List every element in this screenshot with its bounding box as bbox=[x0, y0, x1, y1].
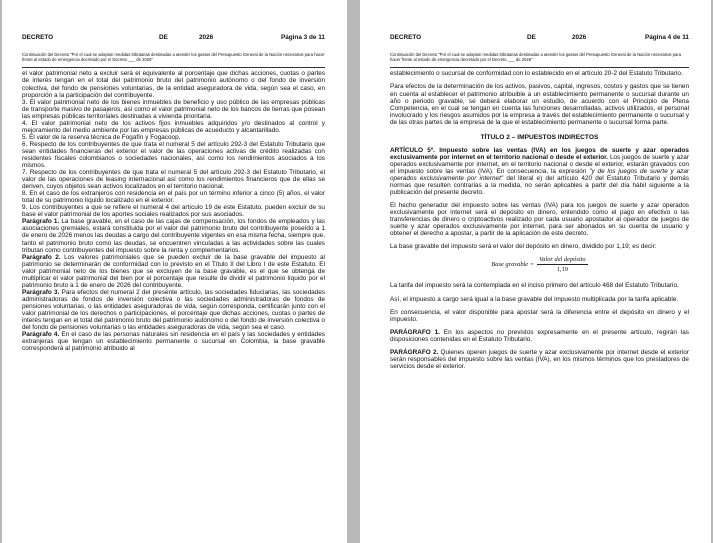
continuation-note: Continuación del Decreto "Por el cual se adoptan medidas tributarias destinadas a atender los gastos del Presupuesto General de la Nación necesarios para hacer frente al estado de emergencia decretado por el Decreto ___ de 2026" bbox=[22, 52, 325, 63]
formula-lhs: Base gravable = bbox=[491, 261, 535, 269]
paragraph: 8. En el caso de los extranjeros con residencia en el país por un término inferior a cinco (5) años, el valor total de su patrimonio líquido localizado en el exterior. bbox=[22, 190, 325, 205]
paragrafo-label: Parágrafo 1. bbox=[22, 218, 60, 226]
paragraph: 7. Respecto de los contribuyentes de que trata el numeral 5 del artículo 292-3 del Estatuto Tributario, el valor de las operaciones de leasing internacional así como los rendimientos financieros que de ellas se deriven, cuyos objetos sean activos localizados en el territorio nacional. bbox=[22, 169, 325, 191]
paragrafo-label: Parágrafo 2. bbox=[22, 253, 61, 261]
formula-fraction bbox=[537, 256, 588, 273]
paragrafo-4: Parágrafo 4. En el caso de las personas naturales sin residencia en el país y las sociedades y entidades extranjeras que tengan un establecimiento permanente o sucursal en Colombia, la base gravable corresponderá al patrimonio atribuido al bbox=[22, 331, 325, 353]
paragraph: 3. El valor patrimonial neto de los bienes inmuebles de beneficio y uso público de las empresas públicas de transporte masivo de pasajeros, así como el valor patrimonial neto de los bancos de tierras que posean las empresas públicas territoriales destinadas a vivienda prioritaria. bbox=[22, 98, 325, 120]
body-text bbox=[390, 70, 689, 370]
section-title: TÍTULO 2 – IMPUESTOS INDIRECTOS bbox=[480, 133, 599, 141]
paragrafo-1: PARÁGRAFO 1. En los aspectos no previstos expresamente en el presente artículo, regirán las disposiciones contenidas en el Estatuto Tributario. bbox=[390, 328, 689, 343]
paragraph: establecimiento o sucursal de conformidad con lo establecido en el artículo 20-2 del Estatuto Tributario. bbox=[390, 70, 683, 78]
formula-denominator: 1,19 bbox=[556, 266, 568, 274]
paragrafo-3: Parágrafo 3. Para efectos del numeral 2 del presente artículo, las sociedades fiduciarias, las sociedades administradoras de fondos de inversión colectiva o las sociedades administradoras de fondos de pensiones voluntarias, o las entidades aseguradoras de vida, según corresponda, certificarán junto con el valor patrimonial de los derechos o participaciones, el porcentaje que dichas acciones, cuotas o partes de interés tengan en el total del patrimonio bruto del patrimonio autónomo o del fondo de inversión colectiva o del fondo de pensiones voluntarias o las entidades aseguradoras de vida, según sea el caso. bbox=[22, 288, 325, 332]
article-label: ARTÍCULO 5º. Impuesto sobre las ventas (IVA) en los juegos de suerte y azar operados exclusivamente por internet en el territorio nacional o desde el exterior. bbox=[390, 146, 689, 161]
paragrafo-label: Parágrafo 3. bbox=[22, 288, 60, 296]
body-text bbox=[22, 70, 325, 352]
paragraph: En consecuencia, el valor disponible para apostar será la diferencia entre el depósito en dinero y el impuesto. bbox=[390, 308, 689, 323]
header-divider bbox=[22, 67, 325, 68]
paragraph: Para efectos de la determinación de los activos, pasivos, capital, ingresos, costos y gastos que se tienen en cuenta al establecer el patrimonio atribuible a un establecimiento permanente o sucursal durante un año o periodo gravable, se deberá elaborar un estudio, de acuerdo con el Principio de Plena Competencia, en el cual se tengan en cuenta las funciones desarrolladas, activos utilizados, el personal involucrado y los riesgos asumidos por la empresa a través del establecimiento permanente o sucursal y de las otras partes de la empresa de la que el establecimiento permanente o sucursal forma parte. bbox=[390, 83, 689, 126]
header-year: 2026 bbox=[199, 34, 214, 41]
paragraph: La tarifa del impuesto será la contemplada en el inciso primero del artículo 468 del Estatuto Tributario. bbox=[390, 282, 679, 290]
paragraph: Así, el impuesto a cargo será igual a la base gravable del impuesto multiplicada por la tarifa aplicable. bbox=[390, 295, 679, 303]
formula-numerator: Valor del depósito bbox=[537, 256, 588, 265]
paragrafo-2: PARÁGRAFO 2. Quienes operen juegos de suerte y azar exclusivamente por internet desde el exterior serán responsables del impuesto sobre las ventas (IVA), en los mismos términos que los prestadores de servicios desde el exterior. bbox=[390, 348, 689, 370]
paragraph: El hecho generador del impuesto sobre las ventas (IVA) para los juegos de suerte y azar operados exclusivamente por internet será el depósito en dinero, entendido como el pago en efectivo o las transferencias de dinero o criptoactivos realizado por cada usuario apostador al operador de juegos de suerte y azar operados exclusivamente por internet, para ser abonados en su cuenta de usuario y obtener el derecho a apostar, a partir de la aplicación de este decreto. bbox=[390, 202, 689, 238]
page-header bbox=[390, 34, 689, 44]
paragraph: 9. Los contribuyentes a que se refiere el numeral 4 del artículo 19 de este Estatuto, pueden excluir de su base el valor patrimonial de los aportes sociales realizados por sus asociados. bbox=[22, 204, 325, 219]
paragraph: 5. El valor de la reserva técnica de Fogafín y Fogacoop. bbox=[22, 133, 181, 141]
header-de: DE bbox=[527, 34, 536, 41]
header-page-number: Página 3 de 11 bbox=[280, 34, 325, 41]
document-page-4 bbox=[360, 0, 711, 543]
paragraph: 6. Respecto de los contribuyentes de que trata el numeral 5 del artículo 292-3 del Estatuto Tributario que sean entidades financieras del exterior el valor de las operaciones activas de crédito realizadas con residentes fiscales colombianos o sociedades nacionales, así como los rendimientos asociados a los mismos. bbox=[22, 140, 325, 170]
paragrafo-label: Parágrafo 4. bbox=[22, 331, 60, 339]
page-header bbox=[22, 34, 325, 44]
header-decreto: DECRETO bbox=[22, 34, 54, 41]
paragrafo-2: Parágrafo 2. Los valores patrimoniales que se pueden excluir de la base gravable del impuesto al patrimonio se determinarán de conformidad con lo previsto en el Título II del Libro I de este Estatuto. El valor patrimonial neto de los bienes que se excluyen de la base gravable, es el que se obtenga de multiplicar el valor patrimonial del bien por el porcentaje que resulte de dividir el patrimonio líquido por el patrimonio bruto a 1 de enero de 2026 del contribuyente. bbox=[22, 253, 325, 289]
base-formula bbox=[390, 256, 689, 273]
paragrafo-label: PARÁGRAFO 1. bbox=[390, 328, 440, 336]
paragrafo-label: PARÁGRAFO 2. bbox=[390, 348, 439, 356]
article-5: ARTÍCULO 5º. Impuesto sobre las ventas (IVA) en los juegos de suerte y azar operados exclusivamente por internet en el territorio nacional o desde el exterior. Los juegos de suerte y azar operados exclusivamente por internet, en el territorio nacional o desde el exterior, estarán gravados con el impuesto sobre las ventas (IVA). En consecuencia, la expresión "y de los juegos de suerte y azar operados exclusivamente por internet" del literal e) del artículo 420 del Estatuto Tributario y demás normas que resulten contrarias a la medida, no serán aplicables a partir del día hábil siguiente a la publicación del presente decreto. bbox=[390, 146, 690, 197]
paragraph: el valor patrimonial neto a excluir será el equivalente al porcentaje que dichas acciones, cuotas o partes de interés tengan en el total del patrimonio bruto del patrimonio autónomo o del fondo de inversión colectiva, del fondo de pensiones voluntarias, de la entidad aseguradora de vida, según sea el caso, en proporción a la participación del contribuyente. bbox=[22, 70, 325, 99]
paragraph: 4. El valor patrimonial neto de los activos fijos inmuebles adquiridos y/o destinados al control y mejoramiento del medio ambiente por las empresas públicas de acueducto y alcantarillado. bbox=[22, 119, 325, 134]
header-divider bbox=[390, 67, 689, 68]
header-decreto: DECRETO bbox=[390, 34, 422, 41]
document-page-3 bbox=[2, 0, 347, 543]
header-page-number: Página 4 de 11 bbox=[644, 34, 689, 41]
continuation-note: Continuación del Decreto "Por el cual se adoptan medidas tributarias destinadas a atender los gastos del Presupuesto General de la Nación necesarios para hacer frente al estado de emergencia decretado por el Decreto ___ de 2026" bbox=[390, 52, 682, 63]
paragraph: La base gravable del impuesto será el valor del depósito en dinero, dividido por 1,19; es decir: bbox=[390, 243, 657, 251]
header-de: DE bbox=[159, 34, 168, 41]
header-year: 2026 bbox=[572, 34, 587, 41]
paragrafo-1: Parágrafo 1. La base gravable, en el caso de las cajas de compensación, los fondos de empleados y las asociaciones gremiales, estará constituida por el valor del patrimonio bruto del contribuyente poseído a 1 de enero de 2026 menos las deudas a cargo del contribuyente vigentes en esa misma fecha, siempre que, tanto el patrimonio bruto como las deudas, se encuentren vinculadas a las actividades sobre las cuales tributan como contribuyentes del impuesto sobre la renta y complementarios. bbox=[22, 218, 325, 254]
